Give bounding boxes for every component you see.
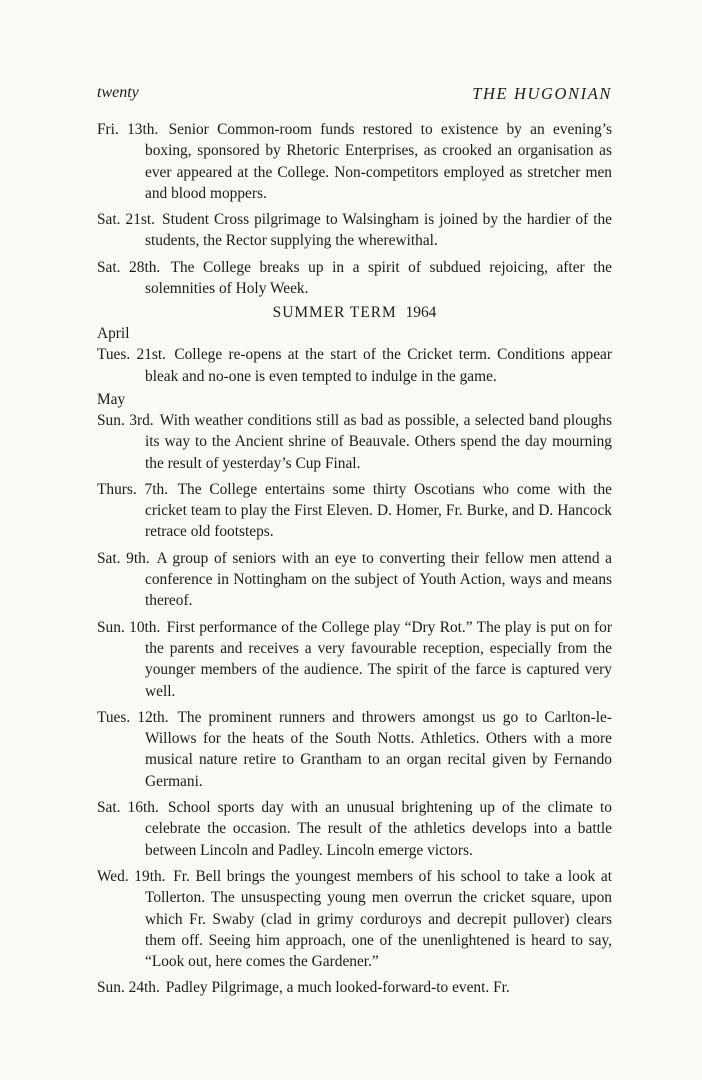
- entry-text: Padley Pilgrimage, a much looked-forward-to event. Fr.: [165, 979, 510, 997]
- diary-entry: [97, 479, 612, 543]
- entry-date: Thurs. 7th.: [97, 480, 169, 498]
- entry-date: Sat. 21st.: [97, 211, 156, 229]
- entry-text: College re-opens at the start of the Cricket term. Conditions appear bleak and no-one is even tempted to indulge in the game.: [145, 346, 612, 385]
- entry-text: With weather conditions still as bad as possible, a selected band ploughs its way to the Ancient shrine of Beauvale. Others spend the day mourning the result of yesterday’s Cup Final.: [145, 411, 612, 472]
- entry-date: Tues. 21st.: [97, 346, 167, 364]
- entry-date: Sun. 10th.: [97, 618, 161, 636]
- entry-date: Fri. 13th.: [97, 121, 159, 138]
- entry-text: School sports day with an unusual brightening up of the climate to celebrate the occasion. The result of the athletics develops into a battle between Lincoln and Padley. Lincoln emerge victors.: [145, 799, 612, 859]
- diary-entry: [97, 707, 612, 792]
- month-heading: May: [97, 390, 126, 408]
- diary-entry: [97, 866, 612, 972]
- diary-entry: [97, 977, 612, 998]
- entry-date: Sat. 9th.: [97, 549, 150, 567]
- entry-date: Sun. 24th.: [97, 979, 160, 997]
- entry-text: Senior Common-room funds restored to existence by an evening’s boxing, sponsored by Rhetoric Enterprises, as crooked an organisation as ever appeared at the College. Non-competitors employed as stretcher men and blood moppers.: [145, 121, 612, 202]
- entry-text: A group of seniors with an eye to converting their fellow men attend a conference in Nottingham on the subject of Youth Action, ways and means thereof.: [145, 549, 613, 610]
- entry-text: Fr. Bell brings the youngest members of his school to take a look at Tollerton. The unsuspecting young men overrun the cricket square, upon which Fr. Swaby (clad in grimy corduroys and decrepit pullover) clears them off. Seeing him approach, one of the unenlightened is heard to say, “Look out, here comes the Gardener.”: [145, 867, 612, 971]
- diary-entry: [97, 119, 612, 204]
- entry-date: Sun. 3rd.: [97, 411, 154, 429]
- entry-text: Student Cross pilgrimage to Walsingham is joined by the hardier of the students, the Rector supplying the wherewithal.: [145, 211, 613, 250]
- entry-date: Wed. 19th.: [97, 867, 166, 885]
- diary-entry: [97, 344, 612, 387]
- entry-date: Sat. 28th.: [97, 258, 161, 276]
- journal-title: THE HUGONIAN: [472, 84, 612, 103]
- diary-entry: [97, 797, 612, 861]
- section-year: 1964: [405, 304, 437, 322]
- diary-entry: [97, 257, 612, 300]
- diary-entry: [97, 617, 612, 702]
- page-number: twenty: [97, 84, 139, 101]
- entry-text: The College entertains some thirty Oscotians who come with the cricket team to play the First Eleven. D. Homer, Fr. Burke, and D. Hancock retrace old footsteps.: [145, 480, 612, 541]
- entry-date: Tues. 12th.: [97, 708, 169, 726]
- month-heading: April: [97, 325, 130, 343]
- diary-entry: [97, 410, 612, 474]
- entry-text: First performance of the College play “Dry Rot.” The play is put on for the parents and receives a very favourable reception, especially from the younger members of the audience. The spirit of the farce is captured very well.: [145, 618, 612, 700]
- diary-entry: [97, 548, 612, 612]
- entry-text: The prominent runners and throwers amongst us go to Carlton-le-Willows for the heats of the South Notts. Athletics. Others with a more musical nature retire to Grantham to an organ recital given by Fernando Germani.: [145, 708, 612, 790]
- entry-date: Sat. 16th.: [97, 799, 159, 817]
- section-heading: [97, 302, 612, 323]
- running-head: [97, 84, 612, 106]
- diary-entry: [97, 209, 612, 252]
- entry-text: The College breaks up in a spirit of subdued rejoicing, after the solemnities of Holy Week.: [145, 258, 613, 298]
- section-title: SUMMER TERM: [272, 304, 397, 322]
- diary-body: [97, 119, 612, 1004]
